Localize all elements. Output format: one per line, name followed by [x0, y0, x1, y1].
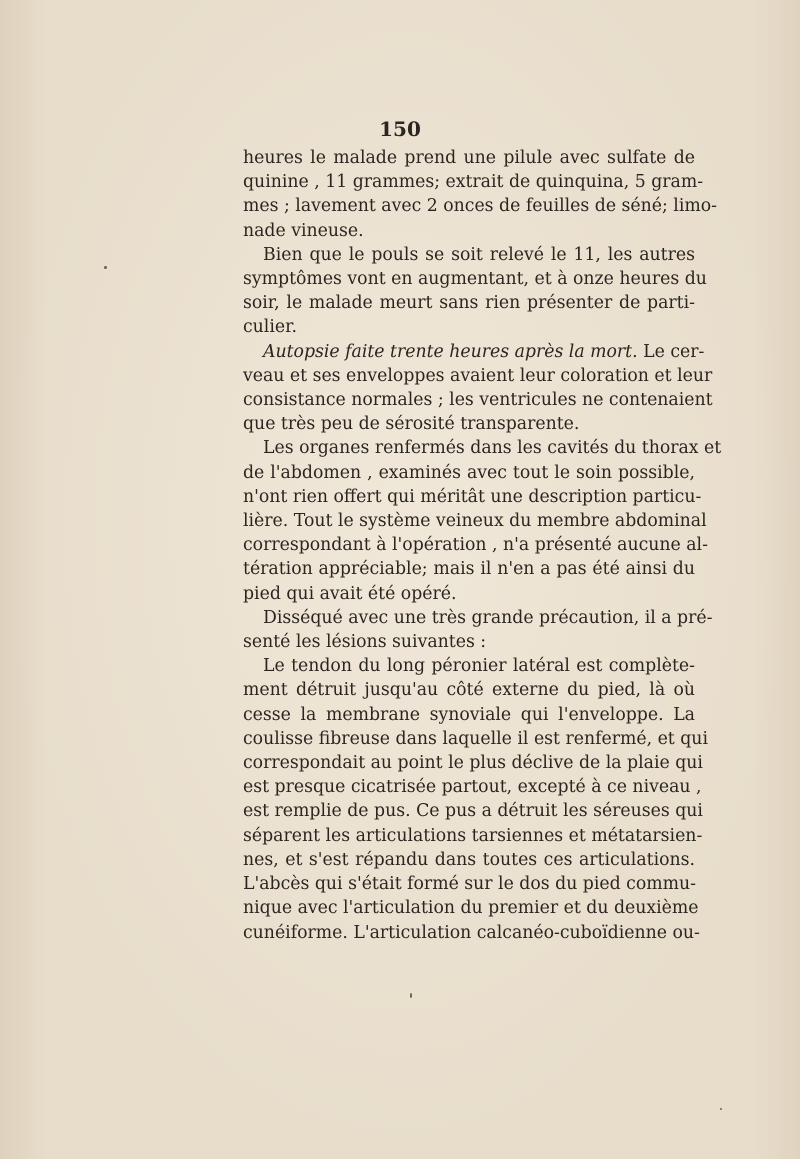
text-line: mes ; lavement avec 2 onces de feuilles de séné; limo-: [243, 196, 717, 217]
italic-lead: Autopsie faite trente heures après la mort.: [263, 341, 638, 362]
text-line: n'ont rien offert qui méritât une description particu-: [243, 486, 702, 507]
text-line: de l'abdomen , examinés avec tout le soin possible,: [243, 462, 695, 483]
text-line: cunéiforme. L'articulation calcanéo-cuboïdienne ou-: [243, 922, 700, 943]
text-line: que très peu de sérosité transparente.: [243, 414, 580, 435]
text-line: consistance normales ; les ventricules ne contenaient: [243, 390, 713, 411]
page-number: 150: [379, 117, 421, 141]
text-line: cesse la membrane synoviale qui l'enveloppe. La: [243, 704, 695, 725]
text-line: [243, 340, 705, 364]
text-line: est remplie de pus. Ce pus a détruit les séreuses qui: [243, 801, 703, 822]
text-line: Le tendon du long péronier latéral est complète-: [263, 656, 695, 677]
text-fragment: Le cer-: [637, 341, 705, 362]
text-line: lière. Tout le système veineux du membre abdominal: [243, 511, 707, 532]
text-line: Les organes renfermés dans les cavités du thorax et: [263, 438, 722, 459]
text-line: veau et ses enveloppes avaient leur coloration et leur: [243, 365, 713, 386]
text-line: nade vineuse.: [243, 220, 364, 241]
text-line: ment détruit jusqu'au côté externe du pied, là où: [243, 680, 695, 701]
text-line: senté les lésions suivantes :: [243, 632, 487, 653]
text-line: Disséqué avec une très grande précaution, il a pré-: [263, 607, 713, 628]
paper-speck: [720, 1108, 722, 1110]
text-line: est presque cicatrisée partout, excepté à ce niveau ,: [243, 777, 702, 798]
text-line: quinine , 11 grammes; extrait de quinquina, 5 gram-: [243, 172, 704, 193]
body-text: [243, 146, 722, 945]
text-line: nes, et s'est répandu dans toutes ces articulations.: [243, 849, 695, 870]
text-line: correspondant à l'opération , n'a présenté aucune al-: [243, 535, 708, 556]
text-line: symptômes vont en augmentant, et à onze heures du: [243, 269, 707, 290]
text-line: correspondait au point le plus déclive de la plaie qui: [243, 753, 703, 774]
text-line: L'abcès qui s'était formé sur le dos du pied commu-: [243, 874, 697, 895]
text-line: soir, le malade meurt sans rien présenter de parti-: [243, 293, 695, 314]
text-line: pied qui avait été opéré.: [243, 583, 457, 604]
text-line: heures le malade prend une pilule avec sulfate de: [243, 148, 695, 168]
text-line: coulisse fibreuse dans laquelle il est renfermé, et qui: [243, 728, 708, 749]
text-line: tération appréciable; mais il n'en a pas été ainsi du: [243, 559, 695, 580]
text-line: Bien que le pouls se soit relevé le 11, les autres: [263, 244, 695, 265]
text-line: nique avec l'articulation du premier et du deuxième: [243, 898, 699, 919]
paper-speck: [410, 993, 412, 998]
paper-speck: [104, 266, 107, 269]
text-line: séparent les articulations tarsiennes et métatarsien-: [243, 825, 703, 846]
text-line: culier.: [243, 317, 297, 338]
